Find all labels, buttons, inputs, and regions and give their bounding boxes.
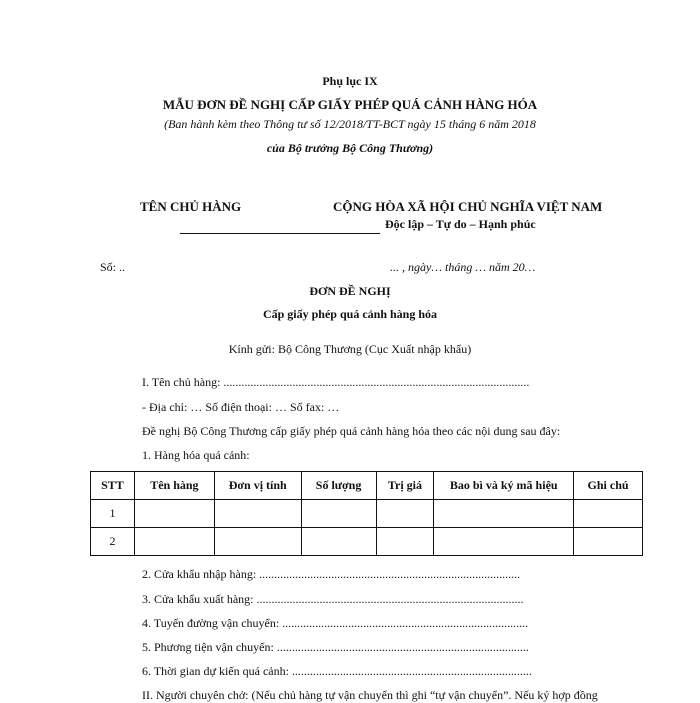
header-cell-unit: Đơn vị tính xyxy=(214,472,301,500)
table-cell xyxy=(301,500,376,528)
table-cell xyxy=(434,528,574,556)
item-exit-border-gate: 3. Cửa khẩu xuất hàng: ......................................................................................... xyxy=(142,592,524,606)
item-transit-time: 6. Thời gian dự kiến quá cảnh: ................................................................................ xyxy=(142,664,532,678)
table-cell-stt: 2 xyxy=(91,528,135,556)
item-entry-border-gate: 2. Cửa khẩu nhập hàng: ....................................................................................... xyxy=(142,567,521,581)
motto: Độc lập – Tự do – Hạnh phúc xyxy=(385,217,536,231)
issued-by-line1: (Ban hành kèm theo Thông tư số 12/2018/TT-BCT ngày 15 tháng 6 năm 2018 xyxy=(164,117,536,131)
header-cell-value: Trị giá xyxy=(376,472,434,500)
document-number: Số: .. xyxy=(100,260,126,274)
header-cell-quantity: Số lượng xyxy=(301,472,376,500)
table-row xyxy=(91,500,643,528)
table-header-row xyxy=(91,472,643,500)
table-cell xyxy=(574,528,643,556)
issued-by-line2: của Bộ trưởng Bộ Công Thương) xyxy=(266,141,434,155)
section-goods-heading: 1. Hàng hóa quá cảnh: xyxy=(142,448,250,462)
appendix-label: Phụ lục IX xyxy=(322,74,378,88)
date-line: ... , ngày… tháng … năm 20… xyxy=(390,260,536,274)
header-cell-goods-name: Tên hàng xyxy=(134,472,214,500)
recipient-line: Kính gửi: Bộ Công Thương (Cục Xuất nhập khẩu) xyxy=(228,342,472,356)
item-transport-means: 5. Phương tiện vận chuyển: .................................................................................... xyxy=(142,640,529,654)
document-title: ĐƠN ĐỀ NGHỊ xyxy=(309,284,391,298)
header-cell-notes: Ghi chú xyxy=(574,472,643,500)
table-cell xyxy=(376,500,434,528)
table-cell xyxy=(134,528,214,556)
goods-table xyxy=(90,471,643,556)
section-carrier: II. Người chuyên chở: (Nếu chủ hàng tự vận chuyển thì ghi “tự vận chuyển”. Nếu ký hợp đồng xyxy=(142,688,598,702)
header-cell-stt: STT xyxy=(91,472,135,500)
request-line: Đề nghị Bộ Công Thương cấp giấy phép quá cảnh hàng hóa theo các nội dung sau đây: xyxy=(142,424,561,438)
table-cell-stt: 1 xyxy=(91,500,135,528)
republic-heading: CỘNG HÒA XÃ HỘI CHỦ NGHĨA VIỆT NAM xyxy=(333,199,603,214)
table-cell xyxy=(574,500,643,528)
item-route: 4. Tuyến đường vận chuyển: .................................................................................. xyxy=(142,616,529,630)
owner-name-heading: TÊN CHỦ HÀNG xyxy=(140,199,242,214)
address-line: - Địa chỉ: … Số điện thoại: … Số fax: … xyxy=(142,400,340,414)
table-cell xyxy=(214,528,301,556)
table-cell xyxy=(134,500,214,528)
table-cell xyxy=(376,528,434,556)
table-row xyxy=(91,528,643,556)
table-cell xyxy=(214,500,301,528)
document-subtitle: Cấp giấy phép quá cảnh hàng hóa xyxy=(262,307,438,321)
header-cell-packaging: Bao bì và ký mã hiệu xyxy=(434,472,574,500)
owner-signature-line xyxy=(180,233,380,234)
table-cell xyxy=(434,500,574,528)
table-cell xyxy=(301,528,376,556)
owner-name-line: I. Tên chủ hàng: ...................................................................................................... xyxy=(142,375,530,389)
form-title: MẪU ĐƠN ĐỀ NGHỊ CẤP GIẤY PHÉP QUÁ CẢNH HÀNG HÓA xyxy=(162,97,538,112)
